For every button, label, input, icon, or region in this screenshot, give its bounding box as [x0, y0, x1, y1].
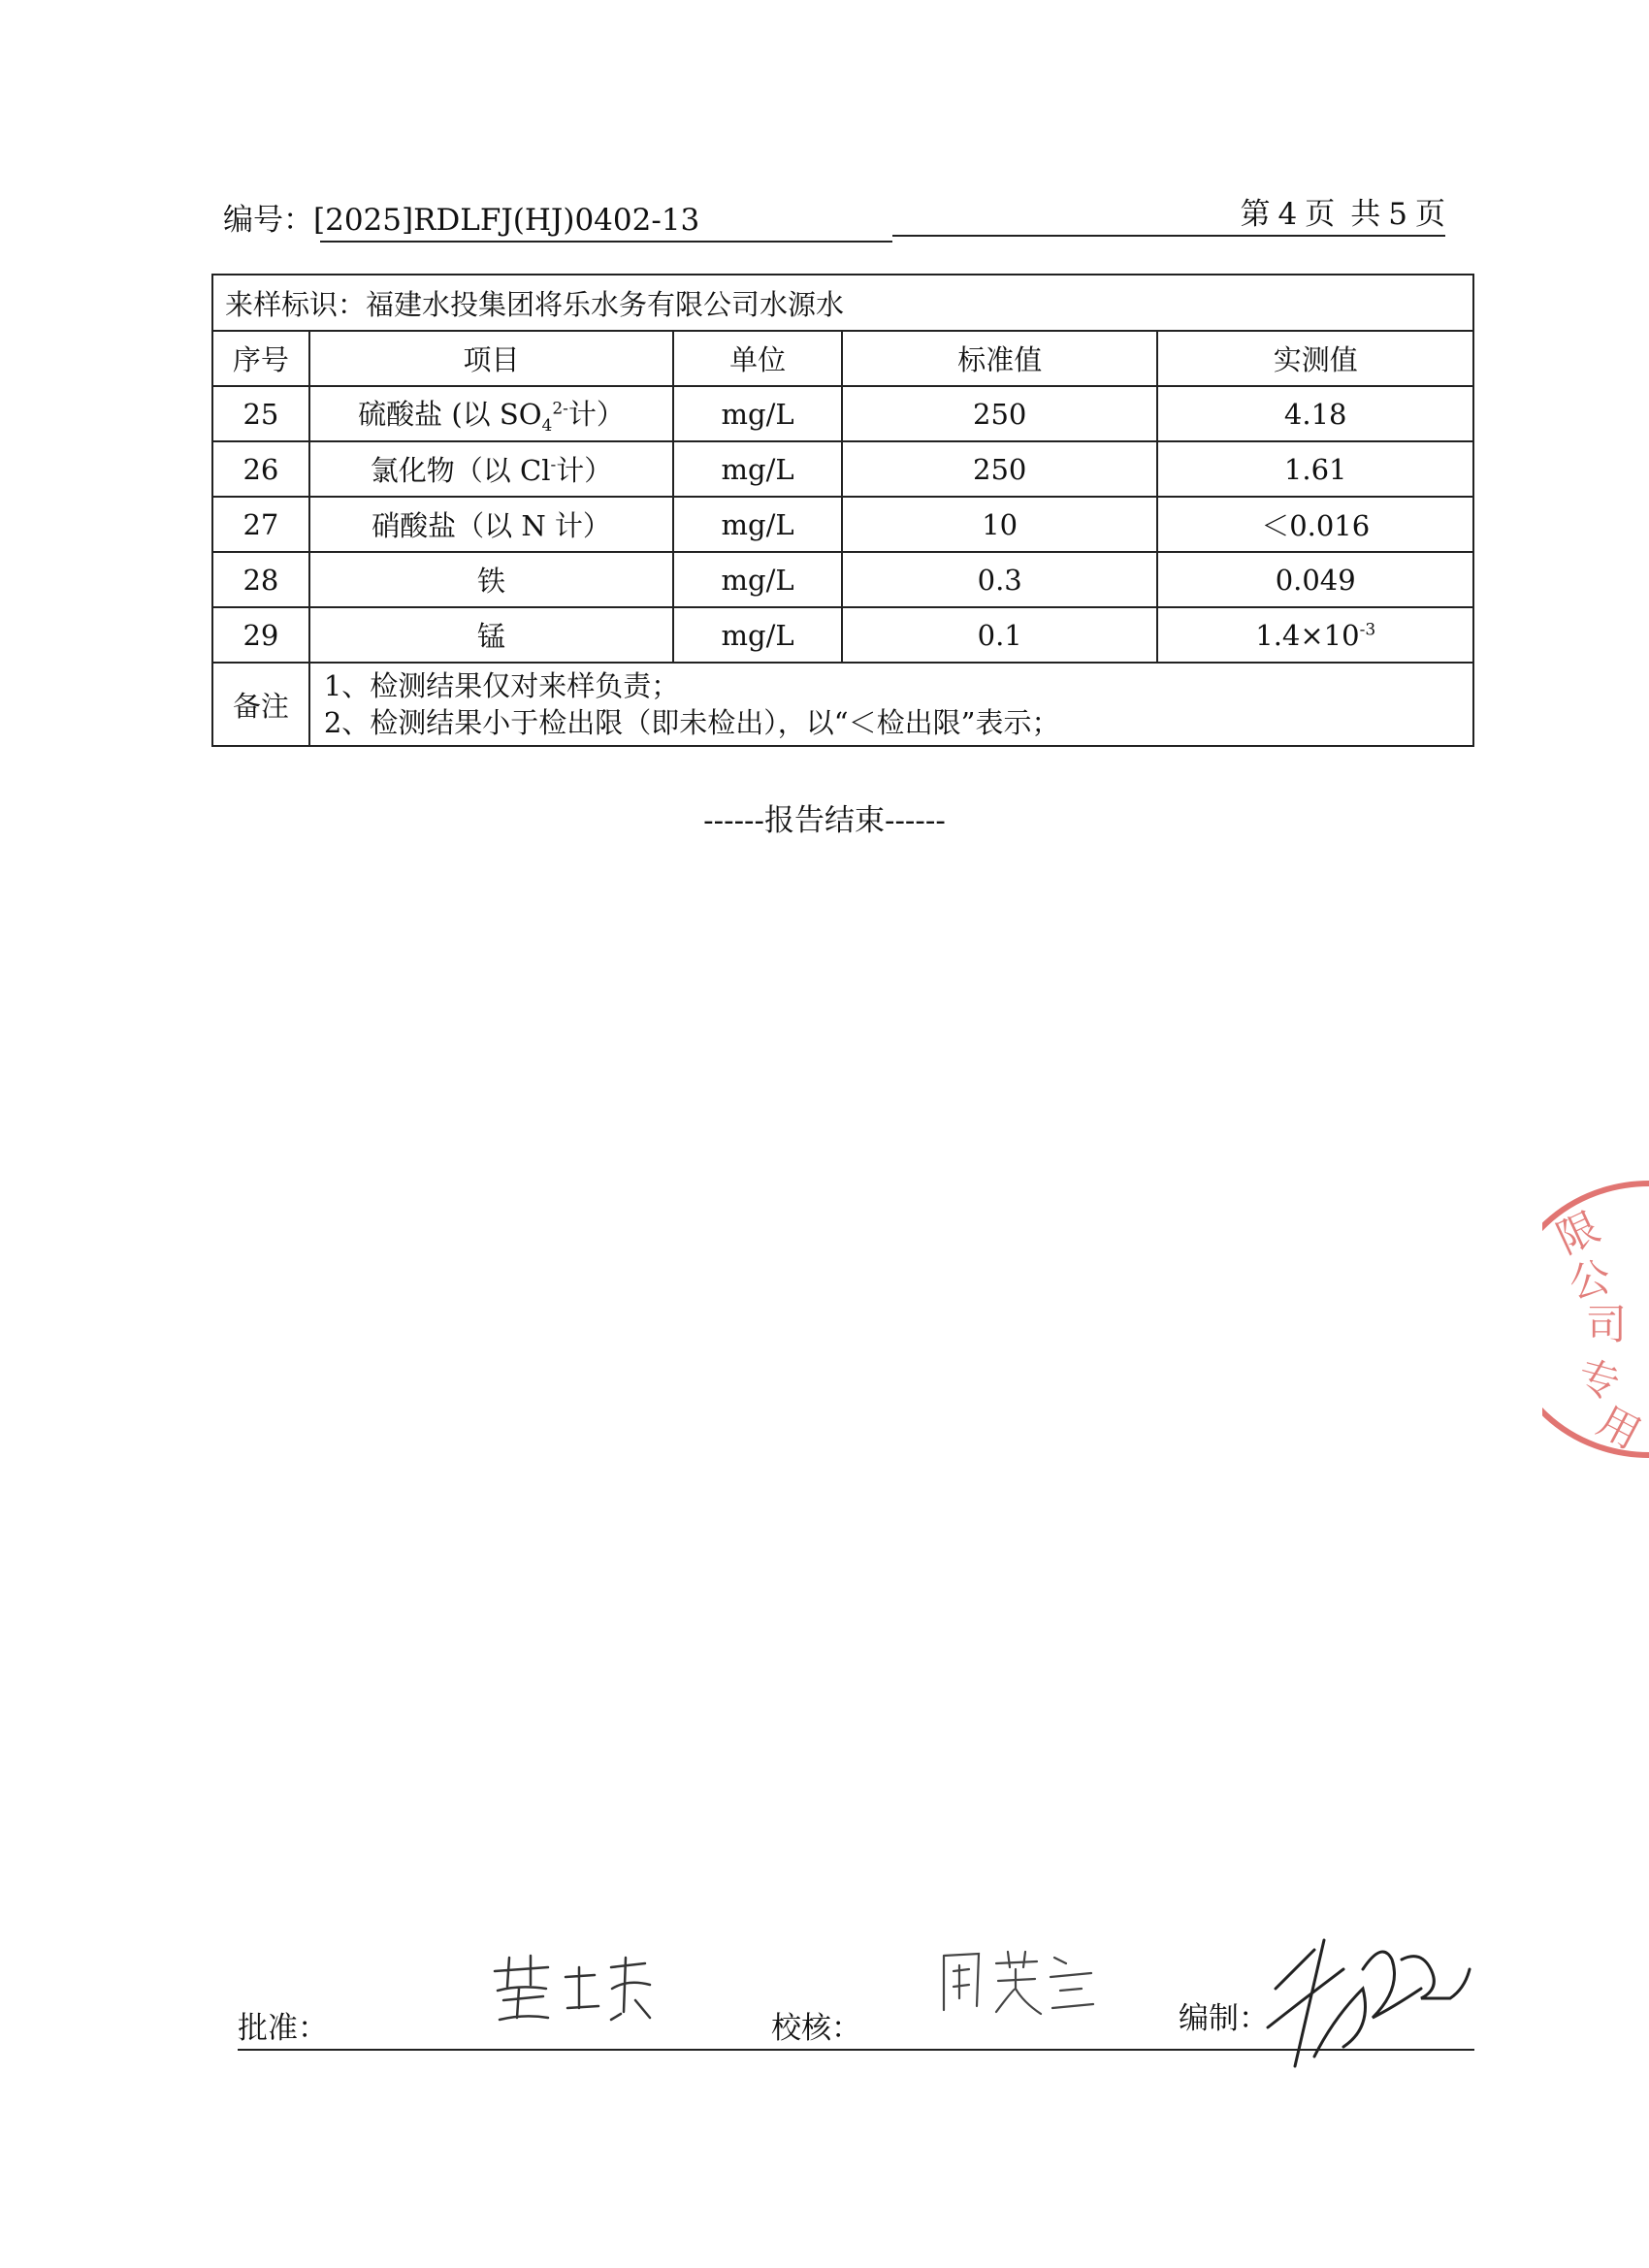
item-text: 氯化物（以 Cl [370, 454, 551, 487]
row-unit: mg/L [673, 497, 842, 552]
approve-label: 批准： [238, 2011, 328, 2046]
column-header-no: 序号 [212, 331, 309, 386]
row-item: 铁 [309, 552, 673, 607]
document-number [223, 195, 699, 239]
remark-line: 2、检测结果小于检出限（即未检出），以“＜检出限”表示； [323, 706, 1060, 739]
item-superscript: 2- [552, 398, 568, 418]
row-standard: 10 [842, 497, 1157, 552]
row-no: 28 [212, 552, 309, 607]
results-table [211, 274, 1474, 747]
item-text: 硫酸盐 (以 SO [358, 397, 542, 431]
row-item [309, 441, 673, 497]
column-header-measured: 实测值 [1157, 331, 1473, 386]
table-row [212, 386, 1473, 441]
row-no: 26 [212, 441, 309, 497]
table-row [212, 497, 1473, 552]
page-indicator [1241, 189, 1445, 233]
table-row [212, 552, 1473, 607]
page-mid: 页 [1305, 197, 1336, 232]
signature-area [238, 1930, 1474, 2076]
page-prefix: 第 [1240, 197, 1271, 232]
review-label: 校核： [771, 2011, 861, 2046]
row-measured: 4.18 [1157, 386, 1473, 441]
document-number-label: 编号： [223, 203, 313, 238]
column-header-item: 项目 [309, 331, 673, 386]
table-row [212, 441, 1473, 497]
column-header-unit: 单位 [673, 331, 842, 386]
row-unit: mg/L [673, 607, 842, 663]
item-subscript: 4 [541, 415, 553, 436]
approve-signature [490, 1950, 655, 2027]
row-no: 29 [212, 607, 309, 663]
remark-line: 1、检测结果仅对来样负责； [323, 669, 680, 702]
row-measured: 1.61 [1157, 441, 1473, 497]
item-tail: 计） [556, 454, 613, 487]
row-item: 锰 [309, 607, 673, 663]
page-total-prefix: 共 [1350, 197, 1381, 232]
item-tail: 计） [567, 397, 625, 431]
row-item [309, 386, 673, 441]
row-measured [1157, 607, 1473, 663]
header-rule-right [892, 235, 1445, 237]
column-header-standard: 标准值 [842, 331, 1157, 386]
page-current: 4 [1277, 197, 1298, 232]
table-row [212, 607, 1473, 663]
row-unit: mg/L [673, 441, 842, 497]
table-header-row [212, 331, 1473, 386]
svg-text:专: 专 [1572, 1351, 1625, 1409]
document-number-value: [2025]RDLFJ(HJ)0402-13 [313, 203, 700, 238]
remarks-content [309, 663, 1473, 746]
row-measured: 0.049 [1157, 552, 1473, 607]
svg-text:限: 限 [1549, 1202, 1607, 1264]
row-no: 25 [212, 386, 309, 441]
remarks-row [212, 663, 1473, 746]
document-header [223, 197, 1445, 243]
row-standard: 0.3 [842, 552, 1157, 607]
row-standard: 0.1 [842, 607, 1157, 663]
page-suffix: 页 [1415, 197, 1445, 232]
svg-text:用: 用 [1590, 1397, 1649, 1459]
remarks-label: 备注 [212, 663, 309, 746]
svg-text:公: 公 [1565, 1252, 1615, 1308]
row-unit: mg/L [673, 552, 842, 607]
row-no: 27 [212, 497, 309, 552]
item-superscript: - [550, 455, 557, 475]
row-standard: 250 [842, 441, 1157, 497]
row-measured: ＜0.016 [1157, 497, 1473, 552]
measured-superscript: -3 [1359, 619, 1376, 639]
page-total: 5 [1388, 197, 1407, 232]
row-standard: 250 [842, 386, 1157, 441]
row-item: 硝酸盐（以 N 计） [309, 497, 673, 552]
official-seal-stamp [1542, 1174, 1649, 1465]
measured-text: 1.4×10 [1255, 618, 1360, 652]
sample-row [212, 275, 1473, 331]
sample-label: 来样标识：福建水投集团将乐水务有限公司水源水 [212, 275, 1473, 331]
compile-signature [1256, 1930, 1479, 2076]
report-end-marker: ------报告结束------ [703, 803, 946, 838]
row-unit: mg/L [673, 386, 842, 441]
header-rule-left [320, 241, 892, 243]
svg-text:司: 司 [1586, 1301, 1628, 1348]
review-signature [936, 1944, 1101, 2022]
compile-label: 编制： [1179, 2001, 1269, 2036]
